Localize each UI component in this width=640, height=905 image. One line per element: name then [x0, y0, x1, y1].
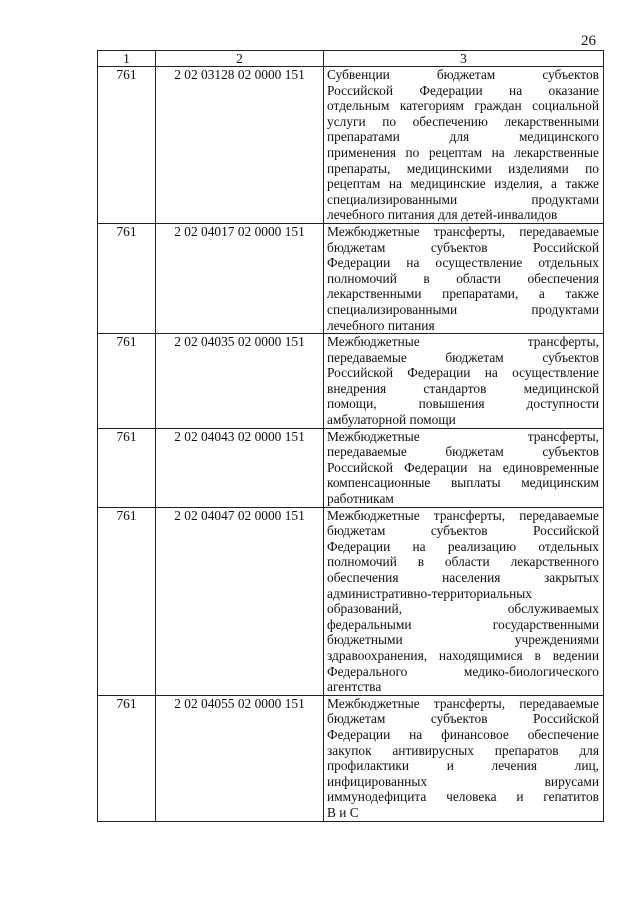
description-line: Федерации на финансовое обеспечение [327, 726, 599, 742]
admin-code-cell: 761 [98, 507, 156, 695]
description-line: Субвенции бюджетам субъектов [327, 67, 599, 82]
description-line: В и С [327, 804, 359, 820]
table-row [98, 223, 604, 333]
budget-code-cell: 2 02 04055 02 0000 151 [156, 695, 324, 821]
description-line: компенсационные выплаты медицинским [327, 475, 599, 491]
budget-code-cell: 2 02 04017 02 0000 151 [156, 223, 324, 333]
table-row [98, 67, 604, 224]
description-line: передаваемые бюджетам субъектов [327, 349, 599, 365]
header-col-1: 1 [98, 51, 156, 67]
description-line: внедрения стандартов медицинской [327, 380, 599, 396]
description-line: Межбюджетные трансферты, [327, 428, 599, 444]
description-line: агентства [327, 679, 382, 695]
description-line: препараты, медицинскими изделиями по [327, 160, 599, 176]
description-cell [324, 428, 604, 507]
description-cell [324, 695, 604, 821]
description-line: бюджетам субъектов Российской [327, 239, 599, 255]
description-line: рецептам на медицинские изделия, а также [327, 176, 599, 192]
budget-code-cell: 2 02 04043 02 0000 151 [156, 428, 324, 507]
description-line: Федерации на реализацию отдельных [327, 538, 599, 554]
description-line: передаваемые бюджетам субъектов [327, 444, 599, 460]
admin-code-cell: 761 [98, 67, 156, 224]
description-line: профилактики и лечения лиц, [327, 758, 599, 774]
description-line: работникам [327, 491, 394, 507]
budget-code-cell: 2 02 04035 02 0000 151 [156, 334, 324, 429]
description-line: полномочий в области обеспечения [327, 270, 599, 286]
admin-code-cell: 761 [98, 428, 156, 507]
description-line: услуги по обеспечению лекарственными [327, 113, 599, 129]
description-cell [324, 334, 604, 429]
description-line: административно-территориальных [327, 585, 532, 601]
description-line: образований, обслуживаемых [327, 601, 599, 617]
description-line: Межбюджетные трансферты, передаваемые [327, 223, 599, 239]
admin-code-cell: 761 [98, 223, 156, 333]
description-line: лекарственными препаратами, а также [327, 286, 599, 302]
description-line: отдельным категориям граждан социальной [327, 98, 599, 114]
header-col-3: 3 [324, 51, 604, 67]
admin-code-cell: 761 [98, 695, 156, 821]
description-cell [324, 67, 604, 224]
description-line: бюджетными учреждениями [327, 632, 599, 648]
description-line: лечебного питания для детей-инвалидов [327, 207, 558, 223]
description-line: иммунодефицита человека и гепатитов [327, 789, 599, 805]
header-row [98, 51, 604, 67]
description-line: Российской Федерации на единовременные [327, 459, 599, 475]
description-line: здравоохранения, находящимися в ведении [327, 647, 599, 663]
description-line: полномочий в области лекарственного [327, 554, 599, 570]
table-row [98, 695, 604, 821]
description-cell [324, 223, 604, 333]
description-line: препаратами для медицинского [327, 129, 599, 145]
description-line: Российской Федерации на оказание [327, 82, 599, 98]
description-line: специализированными продуктами [327, 301, 599, 317]
admin-code-cell: 761 [98, 334, 156, 429]
table-row [98, 334, 604, 429]
description-line: применения по рецептам на лекарственные [327, 144, 599, 160]
description-line: инфицированных вирусами [327, 773, 599, 789]
description-line: обеспечения населения закрытых [327, 570, 599, 585]
description-line: лечебного питания [327, 317, 435, 333]
budget-classification-table [97, 50, 604, 822]
description-line: Российской Федерации на осуществление [327, 365, 599, 381]
description-cell [324, 507, 604, 695]
description-line: федеральными государственными [327, 616, 599, 632]
description-line: специализированными продуктами [327, 191, 599, 207]
budget-code-cell: 2 02 03128 02 0000 151 [156, 67, 324, 224]
header-col-2: 2 [156, 51, 324, 67]
description-line: амбулаторной помощи [327, 412, 456, 428]
table-body [98, 67, 604, 822]
description-line: Федерации на осуществление отдельных [327, 255, 599, 271]
table-row [98, 428, 604, 507]
budget-code-cell: 2 02 04047 02 0000 151 [156, 507, 324, 695]
description-line: Межбюджетные трансферты, передаваемые [327, 507, 599, 523]
description-line: Межбюджетные трансферты, [327, 334, 599, 350]
table-row [98, 507, 604, 695]
description-line: закупок антивирусных препаратов для [327, 742, 599, 758]
page-number: 26 [581, 33, 596, 49]
description-line: бюджетам субъектов Российской [327, 523, 599, 539]
description-line: Межбюджетные трансферты, передаваемые [327, 695, 599, 711]
table-header [98, 51, 604, 67]
description-line: помощи, повышения доступности [327, 396, 599, 412]
description-line: Федерального медико-биологического [327, 663, 599, 679]
description-line: бюджетам субъектов Российской [327, 711, 599, 727]
